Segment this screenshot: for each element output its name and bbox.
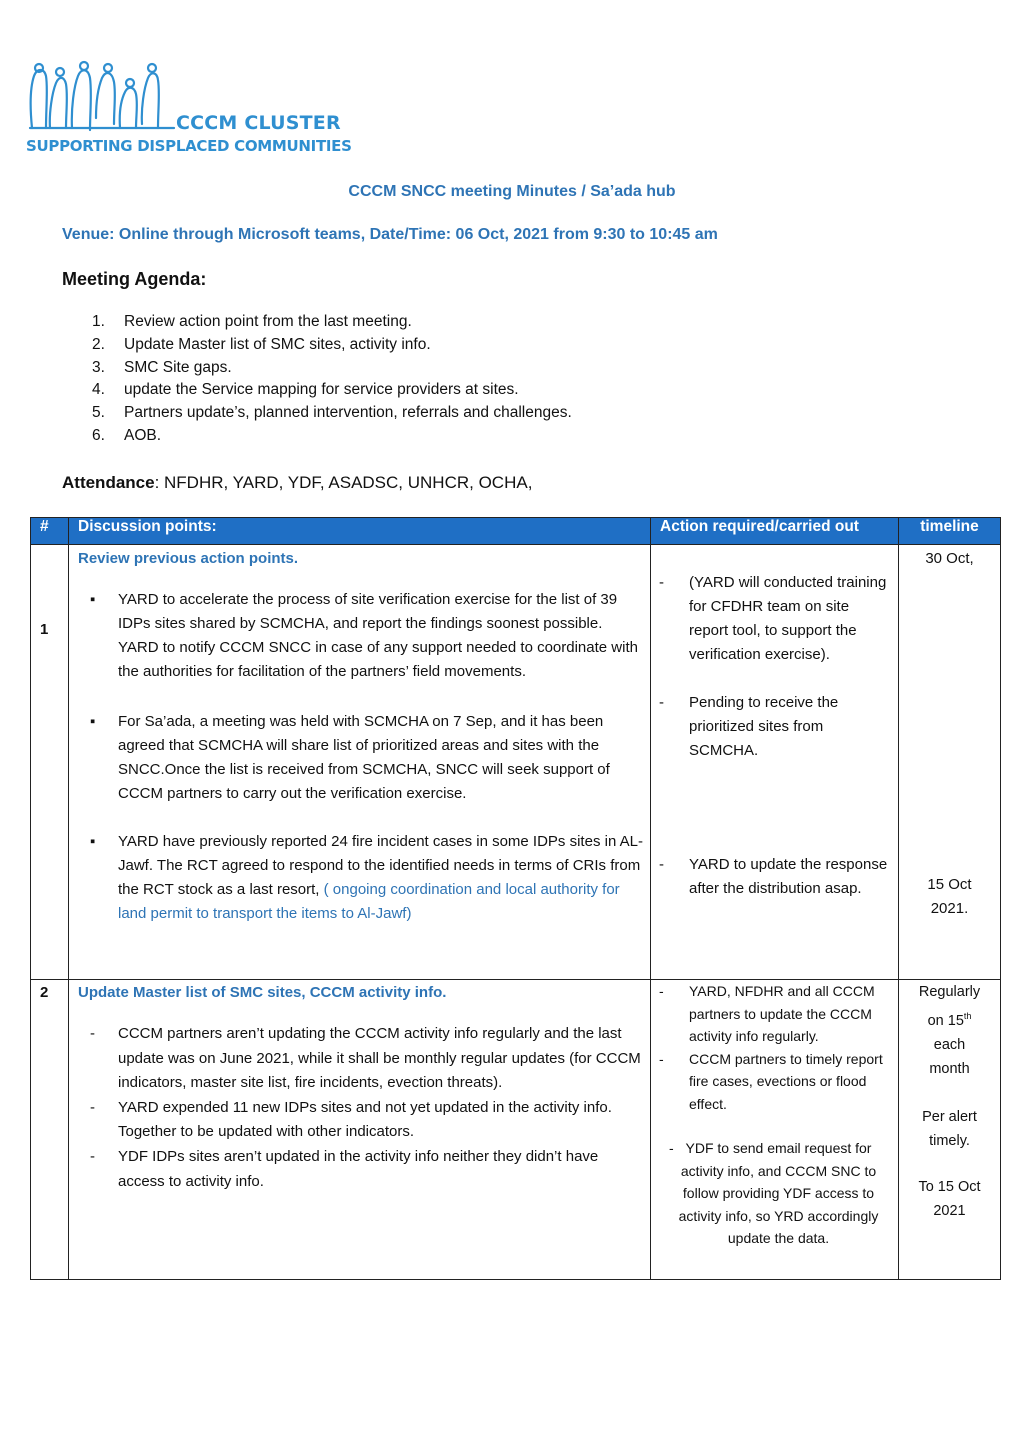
discussion-point-text: YDF IDPs sites aren’t updated in the activity info neither they didn’t have access to activity info. (118, 1147, 599, 1190)
agenda-item-text: SMC Site gaps. (124, 358, 232, 376)
agenda-item (92, 357, 572, 380)
discussion-point-text: For Sa’ada, a meeting was held with SCMCHA on 7 Sep, and it has been agreed that SCMCHA will share list of prioritized areas and sites with the SNCC.Once the list is received from SCMCHA, SNCC will seek support of CCCM partners to carry out the verification exercise. (118, 713, 610, 802)
agenda-item-text: update the Service mapping for service providers at sites. (124, 381, 519, 399)
discussion-point (78, 710, 644, 806)
timeline-cell (899, 545, 1001, 980)
venue-line: Venue: Online through Microsoft teams, Date/Time: 06 Oct, 2021 from 9:30 to 10:45 am (62, 226, 718, 243)
dash-icon: - (659, 574, 664, 591)
agenda-item-text: Review action point from the last meeting. (124, 313, 412, 330)
bullet-icon: ▪ (90, 833, 96, 850)
agenda-heading: Meeting Agenda: (62, 269, 207, 289)
action-item (651, 853, 890, 901)
discussion-point-text: YARD to accelerate the process of site verification exercise for the list of 39 IDPs sites shared by SCMCHA, and report the findings soonest possible. YARD to notify CCCM SNCC in case of any support needed to coordinate with the authorities for facilitation of the partners’ field movements. (118, 591, 638, 680)
logo-title: CCCM CLUSTER (176, 112, 341, 134)
agenda-item (92, 334, 572, 357)
agenda-item-text: Partners update’s, planned intervention, referrals and challenges. (124, 404, 572, 422)
discussion-heading: Review previous action points. (78, 550, 299, 567)
row-number: 1 (40, 621, 49, 638)
action-item (651, 1048, 890, 1116)
timeline-cell (899, 980, 1001, 1280)
action-item-text: CCCM partners to timely report fire cases, evections or flood effect. (689, 1050, 883, 1112)
agenda-item-text: Update Master list of SMC sites, activity info. (124, 335, 431, 353)
discussion-point (78, 1144, 644, 1194)
header-num: # (31, 518, 69, 545)
agenda-item-text: AOB. (124, 426, 162, 444)
timeline-value (913, 980, 986, 1081)
timeline-text: Regularly on 15 (918, 984, 981, 1029)
logo-subtitle: SUPPORTING DISPLACED COMMUNITIES (26, 137, 352, 155)
discussion-point (78, 830, 644, 926)
action-item-text: (YARD will conducted training for CFDHR team on site report tool, to support the verification exercise). (689, 574, 887, 663)
header-discussion: Discussion points: (69, 518, 651, 545)
action-cell (651, 545, 899, 980)
dash-icon: - (659, 694, 664, 711)
discussion-point (78, 1022, 644, 1096)
discussion-point-text: YARD expended 11 new IDPs sites and not yet updated in the activity info. Together to be updated with other indicators. (118, 1098, 612, 1140)
discussion-cell (69, 545, 651, 980)
discussion-point-text: CCCM partners aren’t updating the CCCM activity info regularly and the last update was on June 2021, while it shall be monthly regular updates (for CCCM indicators, master site list, fire incidents, evection threats). (118, 1025, 641, 1091)
timeline-value: 15 Oct 2021. (927, 876, 972, 917)
timeline-value: 30 Oct, (925, 550, 974, 567)
discussion-point-text: YARD have previously reported 24 fire incident cases in some IDPs sites in AL-Jawf. The RCT agreed to respond to the identified needs in terms of CRIs from the RCT stock as a last resort, (118, 833, 643, 898)
dash-icon: - (659, 1050, 664, 1067)
agenda-item-number: 4. (92, 381, 105, 399)
action-item (651, 571, 890, 667)
agenda-item-number: 6. (92, 426, 105, 444)
header-timeline: timeline (899, 518, 1001, 545)
action-item (651, 980, 890, 1048)
discussion-point (78, 1096, 644, 1144)
row-number: 2 (40, 984, 49, 1001)
discussion-cell (69, 980, 651, 1280)
agenda-list (92, 311, 572, 448)
timeline-value: Per alert timely. (922, 1108, 977, 1149)
discussion-point-note: ( ongoing coordination and local authority for land permit to transport the items to Al-Jawf) (118, 881, 620, 922)
bullet-icon: ▪ (90, 713, 96, 730)
action-item (651, 691, 890, 763)
agenda-item-number: 2. (92, 335, 105, 353)
table-header-row (31, 518, 1001, 545)
action-item-text: YARD, NFDHR and all CCCM partners to update the CCCM activity info regularly. (689, 983, 875, 1044)
timeline-sup: th (963, 1011, 972, 1021)
attendance-value: : NFDHR, YARD, YDF, ASADSC, UNHCR, OCHA, (154, 473, 533, 492)
agenda-item-number: 1. (92, 313, 105, 330)
discussion-point (78, 588, 644, 684)
row-number-cell (31, 980, 69, 1280)
minutes-table (30, 517, 1001, 1280)
dash-icon: - (90, 1025, 95, 1042)
row-number-cell (31, 545, 69, 980)
bullet-icon: ▪ (90, 591, 96, 608)
table-row (31, 545, 1001, 980)
dash-icon: - (90, 1147, 95, 1165)
attendance-label: Attendance (62, 473, 155, 492)
timeline-value: To 15 Oct 2021 (918, 1178, 981, 1219)
agenda-item-number: 3. (92, 358, 105, 376)
discussion-heading: Update Master list of SMC sites, CCCM activity info. (78, 984, 447, 1001)
action-item-text: Pending to receive the prioritized sites from SCMCHA. (689, 694, 839, 759)
dash-icon: - (90, 1098, 95, 1116)
header-action: Action required/carried out (651, 518, 899, 545)
agenda-item (92, 311, 572, 334)
dash-icon: - (669, 1140, 674, 1156)
document-title: CCCM SNCC meeting Minutes / Sa’ada hub (348, 183, 676, 200)
dash-icon: - (659, 983, 664, 999)
action-item-text: YARD to update the response after the distribution asap. (689, 856, 888, 897)
agenda-item-number: 5. (92, 404, 105, 422)
action-item-text: YDF to send email request for activity info, and CCCM SNC to follow providing YDF access to activity info, so YRD accordingly update the data. (678, 1140, 879, 1246)
agenda-item (92, 425, 572, 448)
table-row (31, 980, 1001, 1280)
agenda-item (92, 402, 572, 425)
agenda-item (92, 379, 572, 402)
action-cell (651, 980, 899, 1280)
dash-icon: - (659, 856, 664, 873)
action-item (651, 1137, 890, 1250)
attendance-line (62, 473, 532, 493)
timeline-text: each month (929, 1036, 970, 1077)
